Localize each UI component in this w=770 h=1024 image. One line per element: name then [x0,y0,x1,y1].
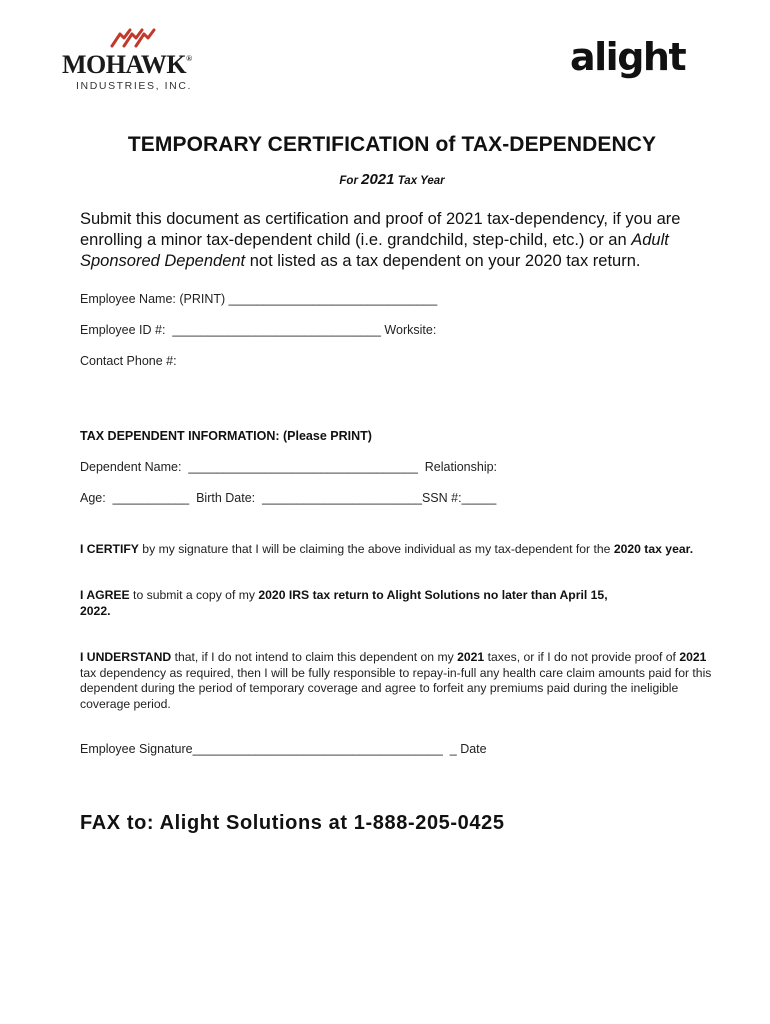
employee-name-field: Employee Name: (PRINT) ______________________________ [80,292,438,306]
understand-paragraph: I UNDERSTAND that, if I do not intend to claim this dependent on my 2021 taxes, or if I do not provide proof of 2021 tax dependency as required, then I will be fully responsible to repay-in-full any health care claim amounts paid for this dependent during the period of temporary coverage and agree to forfeit any premiums paid during the ineligible coverage period. [80,650,712,711]
contact-phone-field: Contact Phone #: [80,354,177,368]
mohawk-subtitle: INDUSTRIES, INC. [76,80,193,92]
fax-instruction: FAX to: Alight Solutions at 1-888-205-0425 [80,812,505,834]
certify-paragraph: I CERTIFY by my signature that I will be claiming the above individual as my tax-dependent for the 2020 tax year. [80,542,694,556]
intro-paragraph: Submit this document as certification and proof of 2021 tax-dependency, if you are enrolling a minor tax-dependent child (i.e. grandchild, step-child, etc.) or an Adult Sponsored Dependent not listed as a tax dependent on your 2020 tax return. [80,210,681,270]
mohawk-wordmark: MOHAWK® [62,50,192,79]
employee-signature-line: Employee Signature____________________________________ _ Date [80,742,487,756]
dependent-section-heading: TAX DEPENDENT INFORMATION: (Please PRINT) [80,429,372,443]
alight-logo: alight [570,35,686,79]
agree-paragraph: I AGREE to submit a copy of my 2020 IRS tax return to Alight Solutions no later than April 15, 2022. [80,588,608,618]
document-subtitle: For 2021 Tax Year [339,171,445,188]
mohawk-logo [62,28,212,100]
dependent-name-field: Dependent Name: _________________________________ Relationship: [80,460,498,474]
dependent-age-birth-ssn-field: Age: ___________ Birth Date: _______________________SSN #:_____ [80,491,497,505]
document-title: TEMPORARY CERTIFICATION of TAX-DEPENDENCY [127,133,657,156]
employee-id-field: Employee ID #: ______________________________ Worksite: [80,323,437,337]
mohawk-chevron-mark [110,28,156,48]
